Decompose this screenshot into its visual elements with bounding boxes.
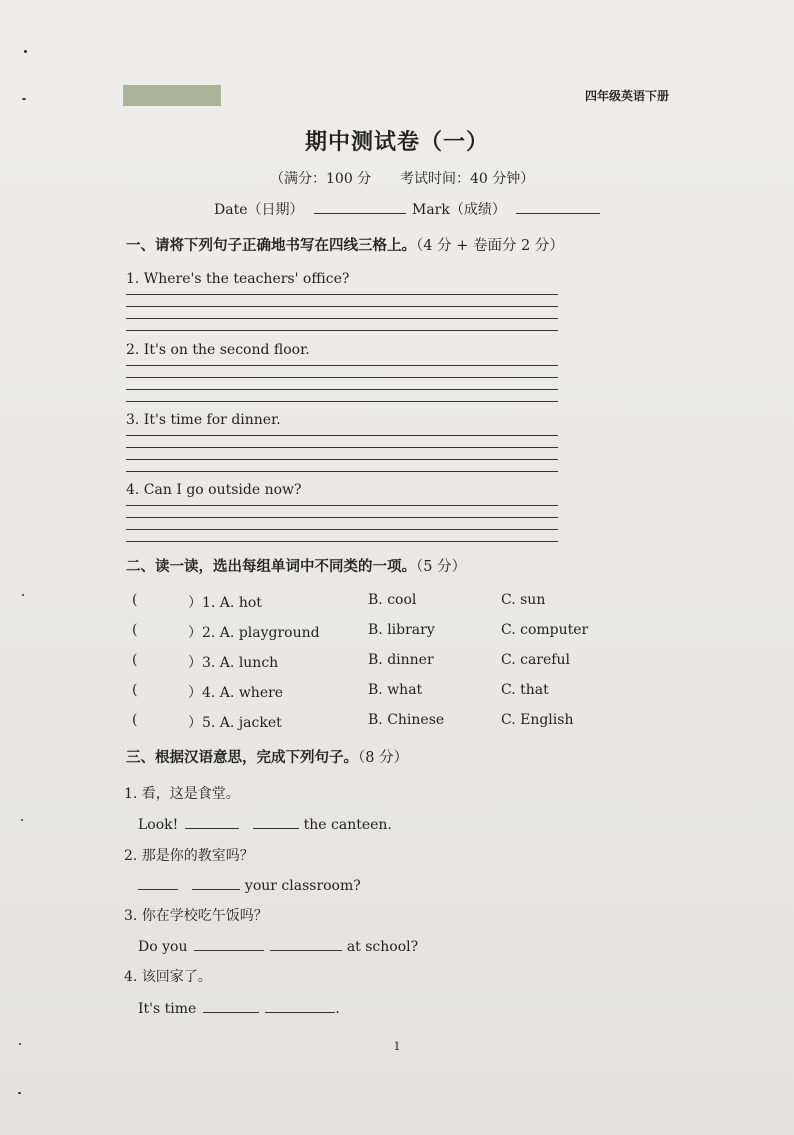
choice-row [130,652,630,672]
answer-suffix: your classroom? [244,878,361,894]
copy-sentence-3: 3. It's time for dinner. [126,412,281,428]
option-a: ）3. A. lunch [188,655,279,671]
answer-line-1 [138,814,392,833]
option-a: ）2. A. playground [188,625,320,641]
choice-row [130,682,630,702]
paper-speck [21,819,23,821]
section3-heading [126,746,408,767]
fill-blank [138,875,178,890]
question-1: 1. 看，这是食堂。 [124,786,240,802]
paper-speck [22,98,26,100]
answer-line-2 [138,875,361,894]
answer-suffix: at school? [346,939,419,955]
option-c: C. sun [501,592,546,608]
answer-line-3 [138,936,418,955]
choice-row [130,622,630,642]
fill-blank [253,814,299,829]
option-a: ）4. A. where [188,685,284,701]
option-c: C. that [501,682,549,698]
option-b: B. library [368,622,435,638]
section1-score: （4 分 + 卷面分 2 分） [416,238,564,254]
answer-suffix: the canteen. [303,817,392,833]
fill-blank [192,875,240,890]
date-field [214,199,406,219]
paper-speck [22,594,24,596]
paper-speck [24,50,27,53]
question-4: 4. 该回家了。 [124,969,212,985]
option-a: ）5. A. jacket [188,715,282,731]
grade-label: 四年级英语下册 [585,89,670,103]
answer-prefix: Do you [138,939,188,955]
answer-suffix: . [335,1001,340,1017]
copy-sentence-2: 2. It's on the second floor. [126,342,310,358]
answer-prefix: Look! [138,817,179,833]
option-b: B. Chinese [368,712,445,728]
option-b: B. dinner [368,652,434,668]
section2-score: （5 分） [416,559,467,575]
option-b: B. what [368,682,423,698]
question-2: 2. 那是你的教室吗？ [124,848,254,864]
fill-blank [203,998,259,1013]
answer-paren: ( [132,712,138,728]
choice-row [130,592,630,612]
option-c: C. careful [501,652,570,668]
option-a: ）1. A. hot [188,595,262,611]
option-c: C. computer [501,622,589,638]
page-title: 期中测试卷（一） [304,129,489,155]
section1-heading-text: 一、请将下列句子正确地书写在四线三格上。 [126,237,416,254]
paper-speck [18,1092,21,1094]
mark-blank [516,199,600,214]
section2-heading-text: 二、读一读，选出每组单词中不同类的一项。 [126,558,416,575]
full-score-info: （满分：100 分 [270,171,372,187]
fill-blank [185,814,239,829]
fill-blank [194,936,264,951]
copy-sentence-1: 1. Where's the teachers' office? [126,271,350,287]
section1-heading [126,234,564,255]
option-c: C. English [501,712,574,728]
section3-heading-text: 三、根据汉语意思，完成下列句子。 [126,749,358,766]
fill-blank [270,936,342,951]
answer-prefix: It's time [138,1001,197,1017]
exam-time-info: 考试时间：40 分钟） [400,171,535,187]
fill-blank [265,998,335,1013]
page-number: 1 [393,1040,401,1053]
date-blank [314,199,406,214]
answer-paren: ( [132,682,138,698]
mark-label: Mark（成绩） [412,202,506,218]
redacted-label [123,85,221,106]
answer-paren: ( [132,592,138,608]
answer-line-4 [138,998,340,1017]
section2-heading [126,555,466,576]
copy-sentence-4: 4. Can I go outside now? [126,482,302,498]
answer-paren: ( [132,622,138,638]
option-b: B. cool [368,592,417,608]
mark-field [412,199,600,219]
choice-row [130,712,630,732]
section3-score: （8 分） [358,750,409,766]
date-label: Date（日期） [214,202,304,218]
answer-paren: ( [132,652,138,668]
question-3: 3. 你在学校吃午饭吗？ [124,908,268,924]
